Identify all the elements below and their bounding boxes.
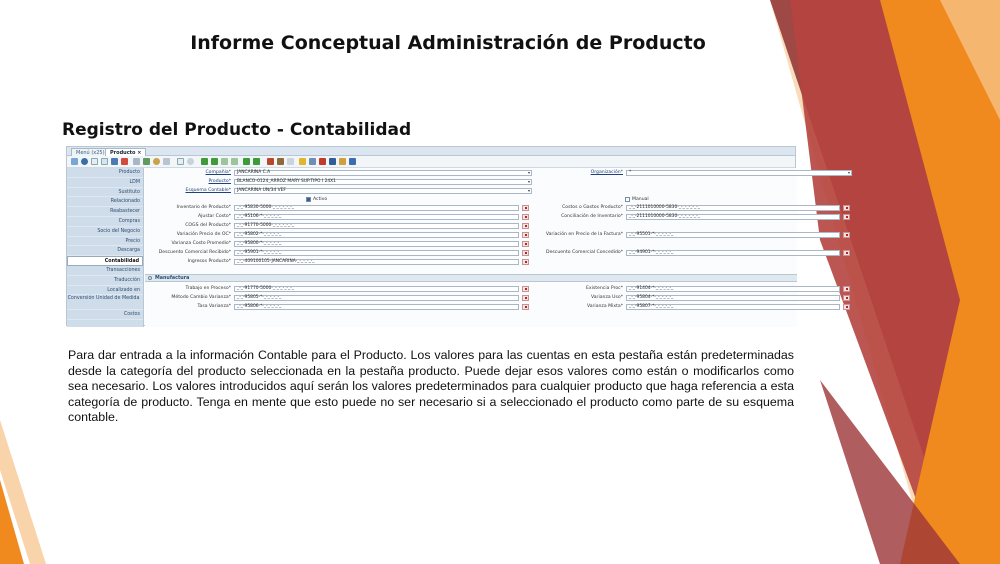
organizacion-field[interactable]: [626, 170, 852, 176]
chevron-down-icon[interactable]: ▾: [527, 179, 530, 184]
account-field[interactable]: _-_-95800-*-_-_-_-_-_: [234, 241, 519, 247]
delete-icon[interactable]: [121, 158, 128, 165]
report-icon[interactable]: [267, 158, 274, 165]
account-field[interactable]: _-_-91770-5000-_-_-_-_-_-_: [234, 223, 519, 229]
product-info-icon[interactable]: [329, 158, 336, 165]
undo-icon[interactable]: [133, 158, 140, 165]
account-field[interactable]: _-_-95804-*-_-_-_-_-_: [626, 295, 840, 301]
first-record-icon[interactable]: [201, 158, 208, 165]
request-icon[interactable]: [319, 158, 326, 165]
lock-icon[interactable]: [299, 158, 306, 165]
account-label: Tasa Varianza*: [197, 304, 231, 309]
compania-label[interactable]: Compañía*: [205, 170, 231, 175]
esquema-value: JANCARINA UN/34 VEF: [237, 188, 286, 193]
account-lookup-button[interactable]: [522, 205, 529, 211]
account-lookup-button[interactable]: [522, 304, 529, 310]
account-lookup-button[interactable]: [843, 295, 850, 301]
account-label: Variación en Precio de la Factura*: [545, 232, 623, 237]
sidebar-item-contabilidad[interactable]: Contabilidad: [67, 256, 143, 266]
find-icon[interactable]: [153, 158, 160, 165]
account-label: Varianza Uso*: [590, 295, 623, 300]
chevron-down-icon[interactable]: ▾: [847, 170, 850, 175]
account-label: Método Cambio Varianza*: [171, 295, 231, 300]
account-field[interactable]: _-_-2111010000-5830-_-_-_-_-_-_: [626, 205, 840, 211]
account-label: Varianza Mixta*: [586, 304, 623, 309]
account-field[interactable]: _-_-95805-*-_-_-_-_-_: [234, 295, 519, 301]
zoom-across-icon[interactable]: [309, 158, 316, 165]
organizacion-value: *: [629, 170, 632, 175]
producto-field[interactable]: [234, 179, 532, 185]
account-field[interactable]: _-_-94901-*-_-_-_-_-_: [626, 250, 840, 256]
sidebar-item-producto[interactable]: Producto: [67, 168, 143, 178]
account-label: Descuento Comercial Concedido*: [546, 250, 623, 255]
account-field[interactable]: _-_-95106-*-_-_-_-_-_: [234, 214, 519, 220]
manufactura-section-header[interactable]: [145, 274, 797, 282]
account-lookup-button[interactable]: [522, 223, 529, 229]
producto-value: BLANCO-0124_ARROZ MARY SUP.TIPO I 24X1: [237, 179, 336, 184]
section-title: Registro del Producto - Contabilidad: [62, 120, 412, 140]
esquema-label[interactable]: Esquema Contable*: [185, 188, 231, 193]
copy-icon[interactable]: [101, 158, 108, 165]
sidebar-item-socio-negocio[interactable]: Socio del Negocio: [67, 227, 143, 237]
description-paragraph: Para dar entrada a la información Contable para el Producto. Los valores para las cuentas en esta pestaña están predeterminadas desde la categoría del producto seleccionada en la pestaña producto. Puede dejar esos valores como están o modificarlos como sea necesario. Los valores introducidos aquí serán los valores predeterminados para cualquier producto que haga referencia a esta categoría de producto. Tenga en mente que esto puede no ser necesario si a seleccionado el producto como parte de su esquema contable.: [68, 348, 794, 425]
activo-checkbox[interactable]: [306, 197, 311, 202]
slide-title: Informe Conceptual Administración de Producto: [190, 32, 706, 54]
sidebar-item-localizado-en[interactable]: Localizado en: [67, 286, 143, 296]
chevron-down-icon[interactable]: ▾: [527, 188, 530, 193]
app-form: [145, 168, 850, 327]
compania-field[interactable]: [234, 170, 532, 176]
save-icon[interactable]: [111, 158, 118, 165]
sidebar-item-ldm[interactable]: LDM: [67, 178, 143, 188]
account-lookup-button[interactable]: [843, 232, 850, 238]
activo-label: Activo: [313, 197, 328, 202]
refresh-icon[interactable]: [143, 158, 150, 165]
esquema-field[interactable]: [234, 188, 532, 194]
sidebar-item-traduccion[interactable]: Traducción: [67, 276, 143, 286]
sidebar-item-relacionado[interactable]: Relacionado: [67, 197, 143, 207]
sidebar-item-reabastecer[interactable]: Reabastecer: [67, 207, 143, 217]
new-record-icon[interactable]: [91, 158, 98, 165]
sidebar-item-descarga[interactable]: Descarga: [67, 246, 143, 256]
account-lookup-button[interactable]: [843, 250, 850, 256]
account-lookup-button[interactable]: [522, 259, 529, 265]
account-label: Variación Precio de OC*: [176, 232, 231, 237]
account-field[interactable]: _-_-95501-*-_-_-_-_-_: [626, 232, 840, 238]
archive-icon[interactable]: [277, 158, 284, 165]
account-lookup-button[interactable]: [843, 214, 850, 220]
account-label: Trabajo en Proceso*: [185, 286, 231, 291]
process-icon[interactable]: [349, 158, 356, 165]
account-lookup-button[interactable]: [522, 295, 529, 301]
detail-record-icon[interactable]: [253, 158, 260, 165]
account-field[interactable]: _-_-91404-*-_-_-_-_-_: [626, 286, 840, 292]
last-record-icon[interactable]: [231, 158, 238, 165]
account-lookup-button[interactable]: [522, 214, 529, 220]
back-icon[interactable]: [71, 158, 78, 165]
account-label: Ajustar Costo*: [197, 214, 231, 219]
account-field[interactable]: _-_-409100105-JANCARINA-_-_-_-_-_: [234, 259, 519, 265]
help-icon[interactable]: [81, 158, 88, 165]
chat-icon[interactable]: [287, 158, 294, 165]
account-label: Varianza Costo Promedio*: [171, 241, 231, 246]
account-lookup-button[interactable]: [522, 241, 529, 247]
account-lookup-button[interactable]: [843, 286, 850, 292]
account-label: Ingresos Producto*: [187, 259, 231, 264]
sidebar-item-precio[interactable]: Precio: [67, 237, 143, 247]
app-sidebar: [67, 168, 144, 327]
previous-record-icon[interactable]: [211, 158, 218, 165]
account-label: Descuento Comercial Recibido*: [158, 250, 231, 255]
sidebar-item-conversion-uom[interactable]: Conversión Unidad de Medida: [67, 295, 143, 310]
grid-toggle-icon[interactable]: [177, 158, 184, 165]
attachment-icon[interactable]: [163, 158, 170, 165]
next-record-icon[interactable]: [221, 158, 228, 165]
account-field[interactable]: _-_-91770-5000-_-_-_-_-_-_: [234, 286, 519, 292]
account-label: Existencia Proc*: [585, 286, 623, 291]
account-lookup-button[interactable]: [522, 250, 529, 256]
app-tab-bar: [67, 147, 795, 156]
account-lookup-button[interactable]: [522, 232, 529, 238]
account-lookup-button[interactable]: [843, 304, 850, 310]
chevron-down-icon[interactable]: ▾: [527, 170, 530, 175]
account-field[interactable]: _-_-95807-*-_-_-_-_-_: [626, 304, 840, 310]
sidebar-item-costos[interactable]: Costos: [67, 310, 143, 320]
producto-label[interactable]: Producto*: [208, 179, 231, 184]
account-lookup-button[interactable]: [843, 205, 850, 211]
account-label: Inventario de Producto*: [176, 205, 231, 210]
account-field[interactable]: _-_-2111010000-5830-_-_-_-_-_-_: [626, 214, 840, 220]
tab-producto[interactable]: Producto ×: [105, 148, 146, 156]
sidebar-item-transacciones[interactable]: Transacciones: [67, 266, 143, 276]
parent-record-icon[interactable]: [243, 158, 250, 165]
compania-value: JANCARINA C.A: [237, 170, 271, 175]
account-label: Conciliación de Inventario*: [561, 214, 623, 219]
workflow-icon[interactable]: [339, 158, 346, 165]
manual-checkbox[interactable]: [625, 197, 630, 202]
sidebar-item-sustituto[interactable]: Sustituto: [67, 188, 143, 198]
account-field[interactable]: _-_-95806-*-_-_-_-_-_: [234, 304, 519, 310]
account-field[interactable]: _-_-95802-*-_-_-_-_-_: [234, 232, 519, 238]
history-icon[interactable]: [187, 158, 194, 165]
organizacion-label[interactable]: Organización*: [590, 170, 623, 175]
sidebar-item-compras[interactable]: Compras: [67, 217, 143, 227]
manual-label: Manual: [632, 197, 649, 202]
account-field[interactable]: _-_-95830-5000-_-_-_-_-_-_: [234, 205, 519, 211]
tab-menu[interactable]: Menú (x25): [71, 148, 110, 156]
collapse-icon[interactable]: [148, 276, 152, 280]
account-label: Costos o Gastos Producto*: [562, 205, 623, 210]
app-toolbar: [67, 156, 795, 168]
account-label: COGS del Producto*: [185, 223, 231, 228]
account-field[interactable]: _-_-95901-*-_-_-_-_-_: [234, 250, 519, 256]
manufactura-section-label: Manufactura: [155, 276, 190, 281]
app-screenshot: [66, 146, 850, 326]
account-lookup-button[interactable]: [522, 286, 529, 292]
